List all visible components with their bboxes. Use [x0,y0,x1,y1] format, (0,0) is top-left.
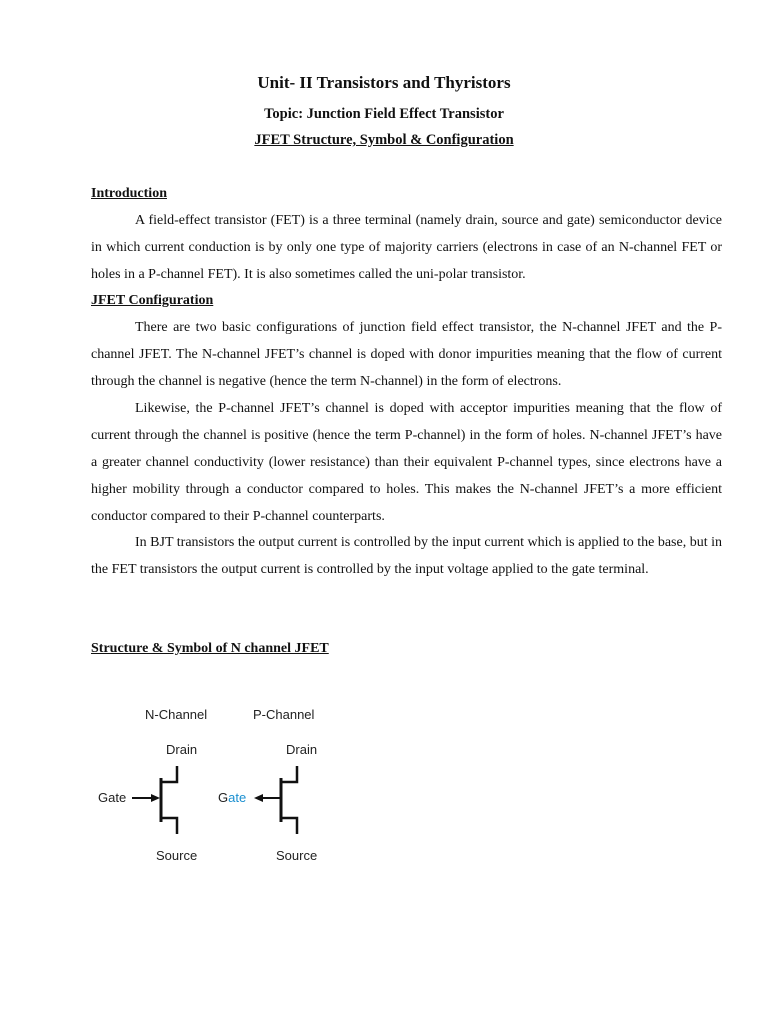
n-channel-label: N-Channel [145,707,208,722]
n-channel-source-label: Source [156,848,198,863]
structure-symbol-heading: Structure & Symbol of N channel JFET [91,641,329,656]
n-channel-gate-label: Gate [98,790,127,805]
p-channel-gate-label: Gate [218,790,247,805]
p-channel-source-lead [281,818,297,834]
subtopic-heading: JFET Structure, Symbol & Configuration [254,132,514,148]
configuration-paragraph-1: There are two basic configurations of junction field effect transistor, the N-channel JFET and the P-channel JFET. The N-channel JFET’s channel is doped with donor impurities meaning that the flow of current through the channel is negative (hence the term N-channel) in the form of electrons. [91,320,722,389]
p-channel-drain-label: Drain [286,742,318,757]
introduction-heading: Introduction [91,186,167,201]
topic-heading: Topic: Junction Field Effect Transistor [264,106,504,122]
p-channel-label: P-Channel [253,707,315,722]
n-channel-symbol [98,707,207,863]
n-channel-drain-label: Drain [166,742,198,757]
configuration-paragraph-3: In BJT transistors the output current is controlled by the input current which is applied to the base, but in the FET transistors the output current is controlled by the input voltage applied to the gate terminal. [91,535,722,577]
n-channel-source-lead [161,818,177,834]
configuration-paragraph-2: Likewise, the P-channel JFET’s channel is doped with acceptor impurities meaning that the flow of current through the channel is positive (hence the term P-channel) in the form of holes. N-channel JFET’s have a greater channel conductivity (lower resistance) than their equivalent P-channel types, since electrons have a higher mobility through a conductor compared to holes. This makes the N-channel JFET’s a more efficient conductor compared to their P-channel counterparts. [91,401,722,524]
jfet-symbols-diagram [80,690,360,880]
n-channel-gate-arrow-icon [151,794,160,802]
p-channel-source-label: Source [276,848,318,863]
p-channel-drain-lead [281,766,297,782]
page-title: Unit- II Transistors and Thyristors [257,73,511,92]
jfet-configuration-heading: JFET Configuration [91,293,214,308]
n-channel-drain-lead [161,766,177,782]
p-channel-symbol [218,707,317,863]
introduction-paragraph: A field-effect transistor (FET) is a three terminal (namely drain, source and gate) semiconductor device in which current conduction is by only one type of majority carriers (electrons in case of an N-channel FET or holes in a P-channel FET). It is also sometimes called the uni-polar transistor. [91,213,722,282]
p-channel-gate-arrow-icon [254,794,263,802]
